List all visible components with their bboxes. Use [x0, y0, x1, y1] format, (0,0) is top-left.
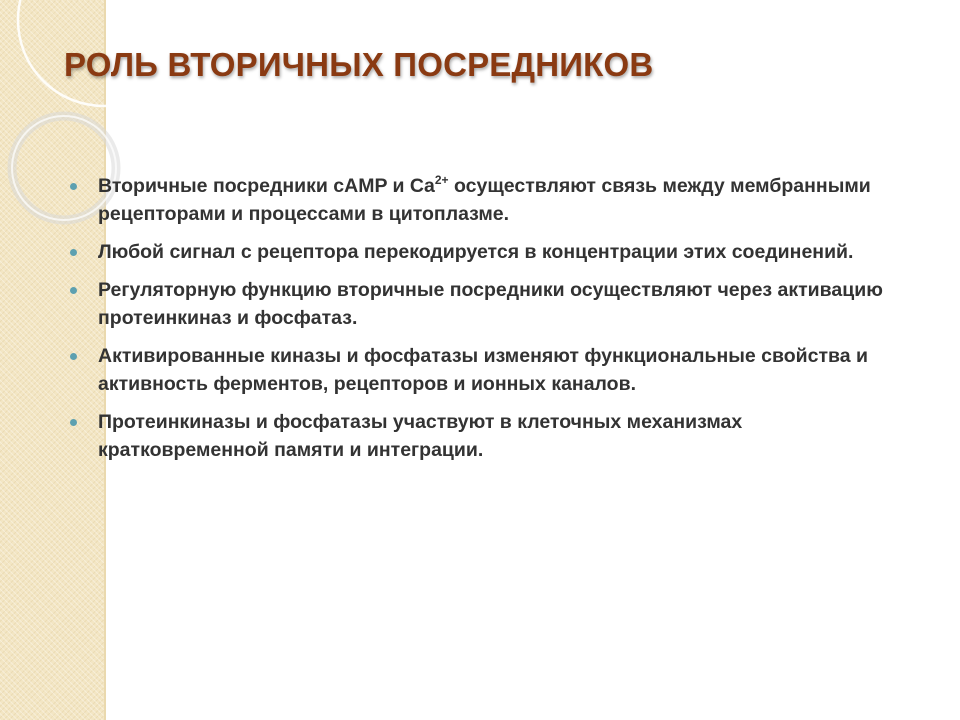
- bullet-icon: [70, 249, 77, 256]
- bullet-text: Регуляторную функцию вторичные посредники осуществляют через активацию протеинкиназ и фосфатаз.: [98, 279, 883, 329]
- bullet-text: Любой сигнал с рецептора перекодируется в концентрации этих соединений.: [98, 241, 854, 263]
- list-item: [70, 408, 890, 464]
- list-item: [70, 172, 890, 228]
- list-item: [70, 276, 890, 332]
- bullet-text-part: осуществляют связь между мембранными рецепторами и процессами в цитоплазме.: [98, 175, 871, 225]
- bullet-text: Активированные киназы и фосфатазы изменяют функциональные свойства и активность ферментов, рецепторов и ионных каналов.: [98, 345, 868, 395]
- superscript: 2+: [434, 173, 449, 187]
- bullet-icon: [70, 183, 77, 190]
- bullet-icon: [70, 419, 77, 426]
- list-item: [70, 342, 890, 398]
- bullet-icon: [70, 287, 77, 294]
- bullet-icon: [70, 353, 77, 360]
- bullet-text-part: Вторичные посредники cAMP и Ca: [98, 175, 435, 197]
- bullet-text: Протеинкиназы и фосфатазы участвуют в клеточных механизмах кратковременной памяти и интеграции.: [98, 411, 743, 461]
- list-item: [70, 238, 890, 266]
- slide-title: РОЛЬ ВТОРИЧНЫХ ПОСРЕДНИКОВ: [64, 46, 654, 83]
- bullet-list: [70, 172, 890, 474]
